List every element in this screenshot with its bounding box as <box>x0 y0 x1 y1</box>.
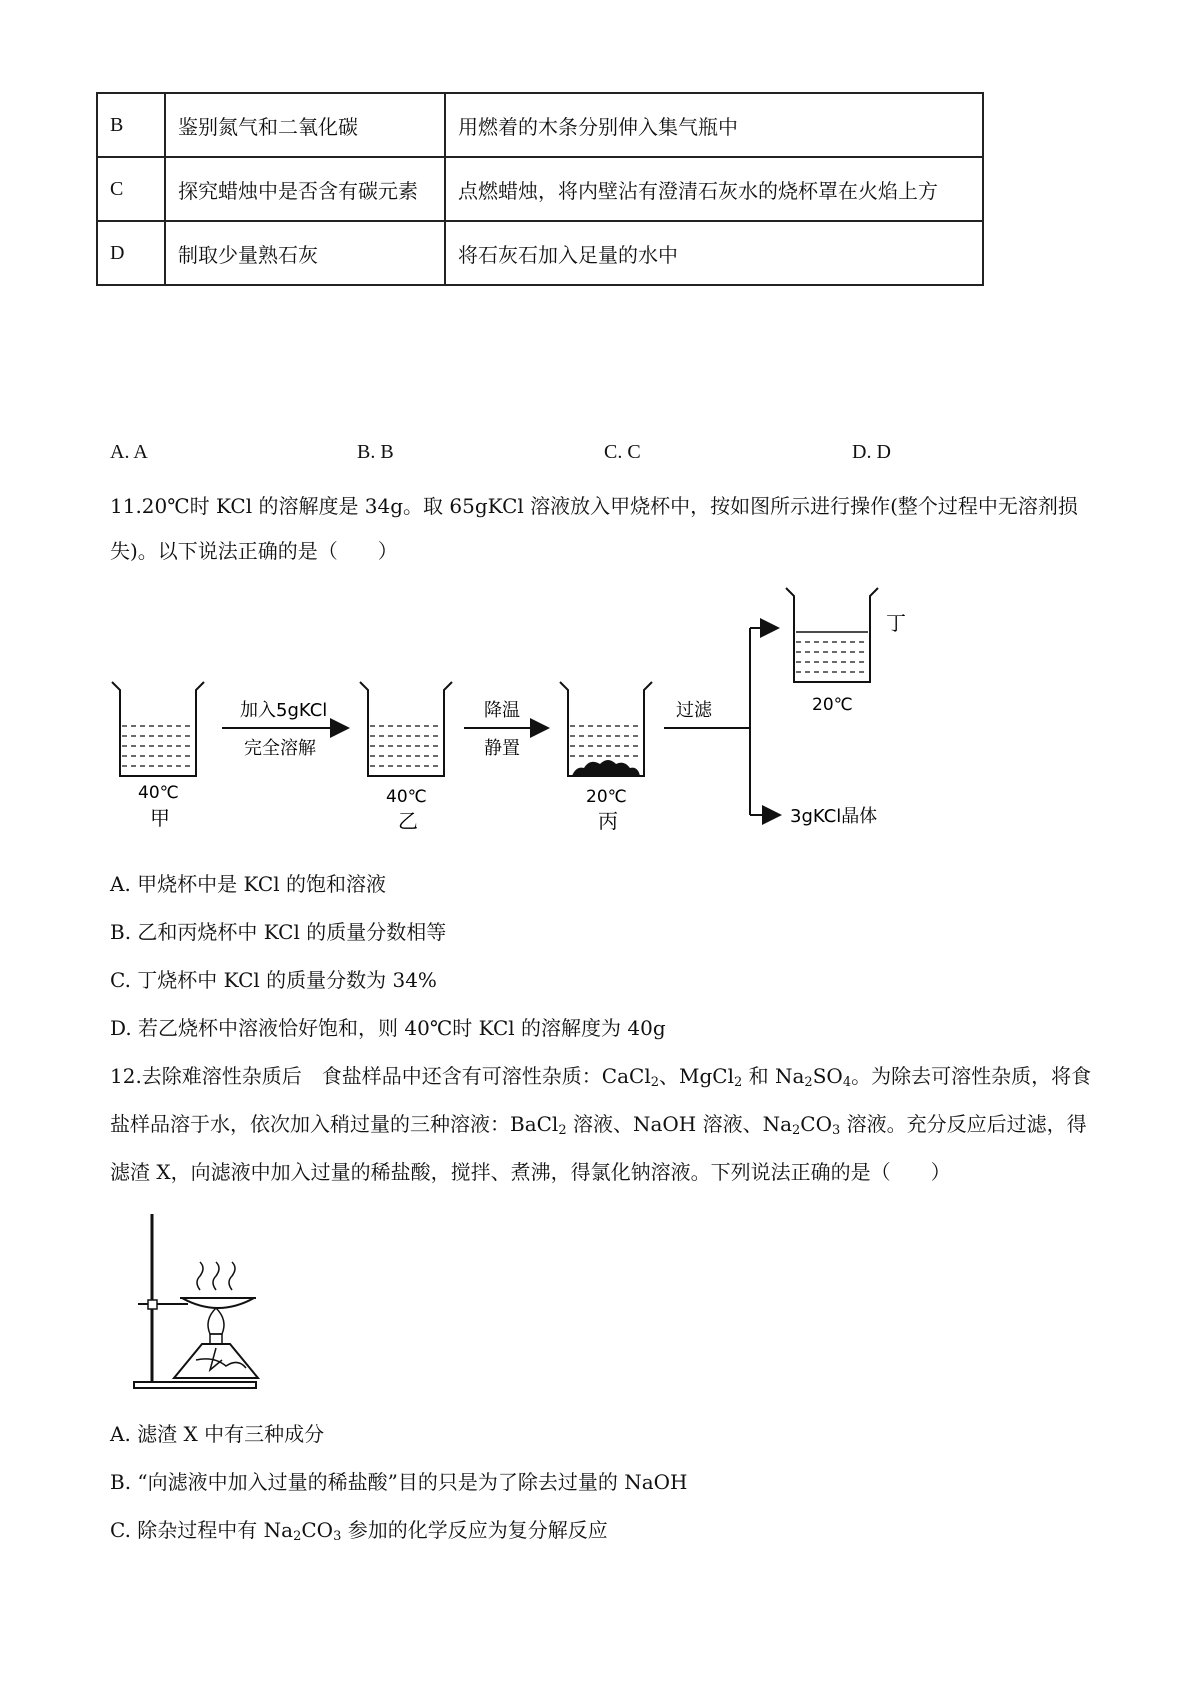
table-cell-method: 将石灰石加入足量的水中 <box>445 221 983 285</box>
beaker-yi <box>360 682 452 776</box>
filter-label: 过滤 <box>676 700 712 721</box>
q11-choice-d: D. 若乙烧杯中溶液恰好饱和，则 40℃时 KCl 的溶解度为 40g <box>110 1016 666 1040</box>
beaker-jia-label: 甲 <box>150 806 170 830</box>
beaker-yi-label: 乙 <box>398 809 418 833</box>
beaker-bing-label: 丙 <box>598 809 618 833</box>
q11-choice-c: C. 丁烧杯中 KCl 的质量分数为 34% <box>110 968 437 992</box>
q12-stem-line2: 盐样品溶于水，依次加入稍过量的三种溶液：BaCl$_2$ 溶液、NaOH 溶液、$Na_2CO_3$ 溶液。充分反应后过滤，得 <box>110 1112 1087 1138</box>
q11-choice-a: A. 甲烧杯中是 KCl 的饱和溶液 <box>110 872 386 896</box>
q12-choice-a: A. 滤渣 X 中有三种成分 <box>110 1422 325 1446</box>
table-cell-option: C <box>97 157 165 221</box>
table-cell-method: 用燃着的木条分别伸入集气瓶中 <box>445 93 983 157</box>
table-cell-purpose: 制取少量熟石灰 <box>165 221 445 285</box>
beaker-jia-temp: 40℃ <box>138 783 179 803</box>
q10-choice-a: A. A <box>110 441 148 463</box>
crystal-precipitate <box>572 760 640 776</box>
table-row <box>97 157 983 221</box>
arrow2-bottom-label: 静置 <box>484 738 520 759</box>
q10-choice-b: B. B <box>357 441 394 463</box>
crystal-label: 3gKCl晶体 <box>790 806 878 827</box>
q10-choice-c: C. C <box>604 441 641 463</box>
beaker-yi-temp: 40℃ <box>386 787 427 807</box>
arrow1-bottom-label: 完全溶解 <box>244 738 316 759</box>
table-cell-option: D <box>97 221 165 285</box>
table-row <box>97 93 983 157</box>
q10-choice-d: D. D <box>852 441 891 463</box>
beaker-bing <box>560 682 652 776</box>
q12-choice-b: B. “向滤液中加入过量的稀盐酸”目的只是为了除去过量的 NaOH <box>110 1470 688 1494</box>
q12-choice-c: C. 除杂过程中有 $Na_2CO_3$ 参加的化学反应为复分解反应 <box>110 1518 608 1544</box>
beaker-ding-temp: 20℃ <box>812 695 853 715</box>
beaker-ding-label: 丁 <box>886 611 906 635</box>
table-cell-purpose: 探究蜡烛中是否含有碳元素 <box>165 157 445 221</box>
beaker-ding <box>786 588 878 682</box>
q12-stem-line3: 滤渣 X，向滤液中加入过量的稀盐酸，搅拌、煮沸，得氯化钠溶液。下列说法正确的是（ ） <box>110 1160 951 1184</box>
table-cell-method: 点燃蜡烛，将内壁沾有澄清石灰水的烧杯罩在火焰上方 <box>445 157 983 221</box>
arrow1-top-label: 加入5gKCl <box>240 700 328 721</box>
arrow2-top-label: 降温 <box>484 700 520 721</box>
beaker-bing-temp: 20℃ <box>586 787 627 807</box>
table-row <box>97 221 983 285</box>
q12-evaporation-figure <box>130 1210 270 1399</box>
table-cell-option: B <box>97 93 165 157</box>
q11-figure <box>100 580 920 844</box>
beaker-jia <box>112 682 204 776</box>
options-table <box>96 92 984 286</box>
q11-stem-line1: 11.20℃时 KCl 的溶解度是 34g。取 65gKCl 溶液放入甲烧杯中，按如图所示进行操作(整个过程中无溶剂损 <box>110 494 1078 518</box>
q11-stem-line2: 失)。以下说法正确的是（ ） <box>110 539 398 563</box>
q12-stem-line1: 12.去除难溶性杂质后 食盐样品中还含有可溶性杂质：CaCl$_2$、MgCl$_2$ 和 $Na_2SO_4$。为除去可溶性杂质，将食 <box>110 1064 1092 1090</box>
table-cell-purpose: 鉴别氮气和二氧化碳 <box>165 93 445 157</box>
q11-choice-b: B. 乙和丙烧杯中 KCl 的质量分数相等 <box>110 920 447 944</box>
